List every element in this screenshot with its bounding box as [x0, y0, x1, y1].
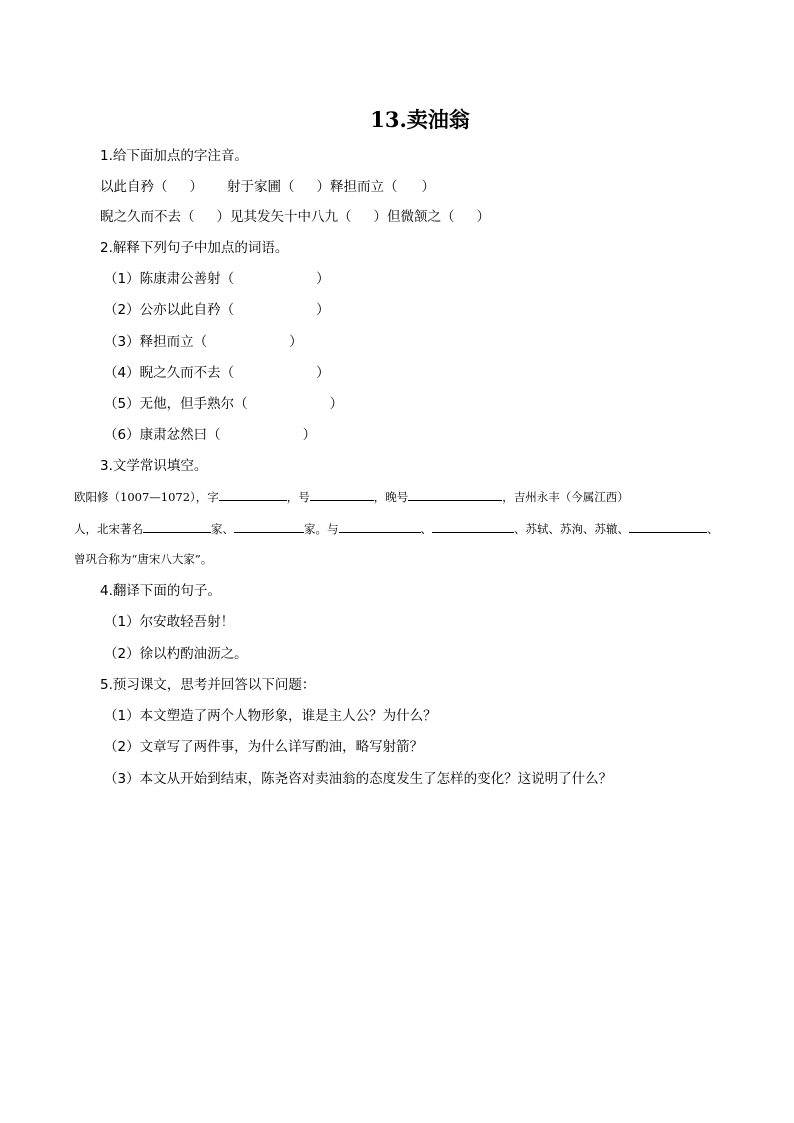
- q2-item-4: [104, 363, 330, 383]
- q2-item-2-text: （2）公亦以此自矜（: [104, 302, 235, 318]
- q2-item-6-text: （6）康肃忿然曰（: [104, 427, 221, 443]
- q4-heading: 4.翻译下面的句子。: [100, 583, 221, 599]
- q2-item-1: [104, 269, 330, 289]
- q3-line2-part6: 、: [707, 522, 719, 536]
- q3-line1-part3: ，晚号: [373, 490, 409, 504]
- answer-blank[interactable]: [143, 520, 211, 533]
- q1-row1-part3: 射于家圃（: [227, 179, 295, 195]
- q5-item-2: （2）文章写了两件事，为什么详写酌油，略写射箭？: [104, 739, 424, 755]
- q2-item-2: [104, 300, 330, 320]
- q3-line1-part1: 欧阳修（1007—1072），字: [74, 490, 219, 504]
- answer-blank[interactable]: [234, 520, 304, 533]
- q2-item-5: [104, 394, 343, 414]
- answer-blank[interactable]: [408, 488, 502, 501]
- q1-row1: [100, 177, 435, 197]
- q2-item-4-close: ）: [316, 365, 330, 381]
- q3-line1-part4: ，吉州永丰（今属江西）: [502, 490, 629, 504]
- q2-item-3: [104, 332, 303, 352]
- q2-heading: 2.解释下列句子中加点的词语。: [100, 240, 289, 256]
- q2-item-6-close: ）: [302, 427, 317, 443]
- q2-item-6: [104, 425, 316, 445]
- q1-heading: 1.给下面加点的字注音。: [100, 148, 248, 164]
- q4-item-1: （1）尔安敢轻吾射！: [104, 614, 235, 630]
- q2-item-5-text: （5）无他，但手熟尔（: [104, 396, 248, 412]
- q3-heading: 3.文学常识填空。: [100, 458, 208, 474]
- q5-item-1: （1）本文塑造了两个人物形象，谁是主人公？为什么？: [104, 708, 437, 724]
- q5-item-3: （3）本文从开始到结束，陈尧咨对卖油翁的态度发生了怎样的变化？这说明了什么？: [104, 771, 613, 787]
- q1-row2-part1: 睨之久而不去（: [100, 209, 195, 225]
- q1-row1-part4: ）释担而立（: [316, 179, 398, 195]
- answer-blank[interactable]: [629, 520, 707, 533]
- q3-line2-part2: 家、: [211, 522, 234, 536]
- q3-line3: 曾巩合称为“唐宋八大家”。: [74, 552, 213, 566]
- q1-row2-part3: ）但微颔之（: [373, 209, 455, 225]
- q3-line1: [74, 488, 629, 506]
- q3-line2-part5: 、苏轼、苏洵、苏辙、: [514, 522, 629, 536]
- q3-line2-part3: 家。与: [304, 522, 339, 536]
- q3-line1-part2: ，号: [286, 490, 310, 504]
- answer-blank[interactable]: [339, 520, 421, 533]
- q1-row2-part4: ）: [476, 209, 490, 225]
- q2-item-1-text: （1）陈康肃公善射（: [104, 271, 235, 287]
- answer-blank[interactable]: [432, 520, 514, 533]
- q1-row1-part5: ）: [421, 179, 435, 195]
- q2-item-5-close: ）: [329, 396, 344, 412]
- q3-line2: [74, 520, 719, 538]
- q4-item-2: （2）徐以杓酌油沥之。: [104, 646, 248, 662]
- answer-blank[interactable]: [219, 488, 287, 501]
- page-title: 13.卖油翁: [370, 107, 470, 132]
- q2-item-4-text: （4）睨之久而不去（: [104, 365, 235, 381]
- answer-blank[interactable]: [310, 488, 374, 501]
- q1-row2-part2: ）见其发矢十中八九（: [216, 209, 352, 225]
- q1-row2: [100, 207, 490, 227]
- q3-line2-part1: 人，北宋著名: [74, 522, 143, 536]
- q2-item-2-close: ）: [316, 302, 330, 318]
- q2-item-1-close: ）: [316, 271, 330, 287]
- q2-item-3-close: ）: [289, 334, 303, 350]
- q1-row1-part1: 以此自矜（: [100, 179, 168, 195]
- q3-line2-part4: 、: [420, 522, 432, 536]
- q1-row1-part2: ）: [189, 179, 203, 195]
- q5-heading: 5.预习课文，思考并回答以下问题：: [100, 677, 316, 693]
- q2-item-3-text: （3）释担而立（: [104, 334, 208, 350]
